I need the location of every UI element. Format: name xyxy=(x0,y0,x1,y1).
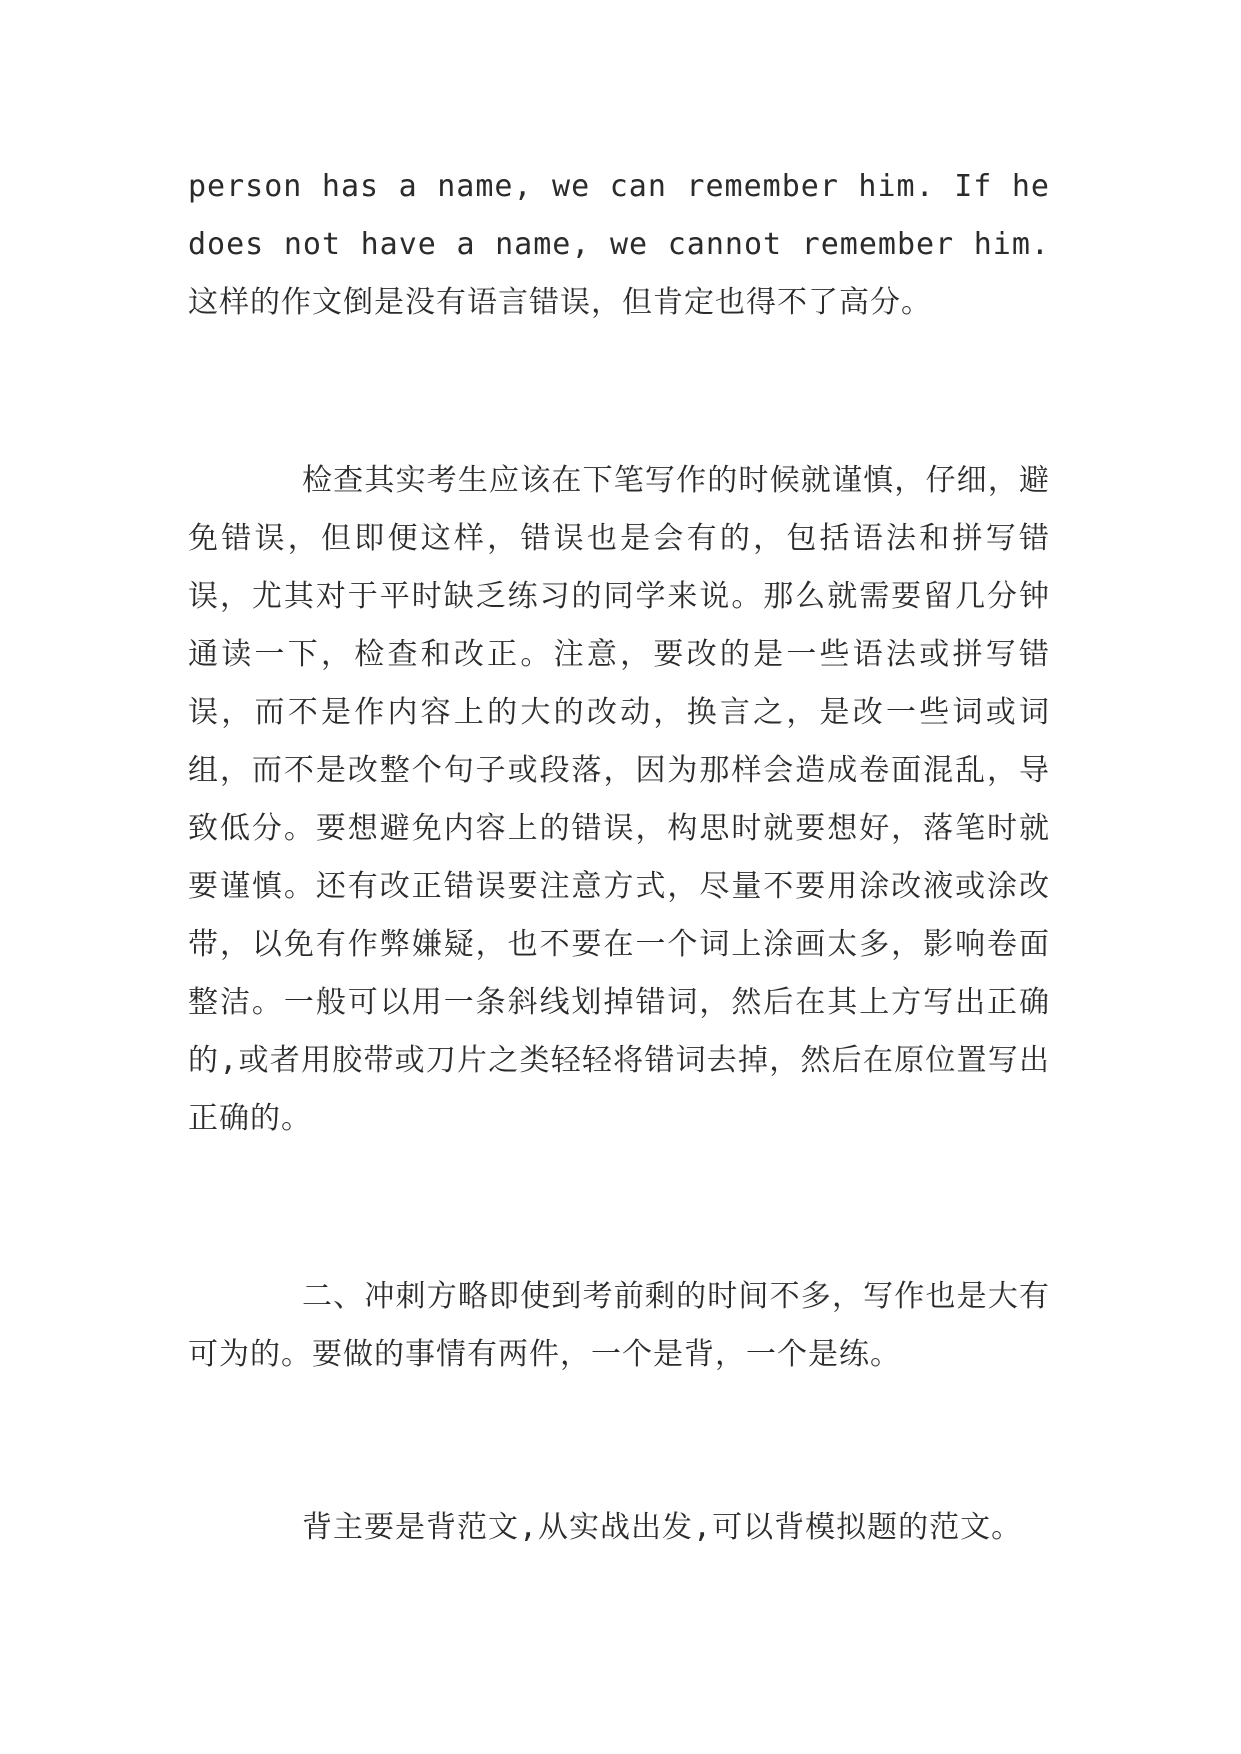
paragraph-recite: 背主要是背范文,从实战出发,可以背模拟题的范文。 xyxy=(302,1510,1023,1545)
paragraph-continuation: person has a name, we can remember him. If he does not have a name, we cannot remember him. 这样的作文倒是没有语言错误，但肯定也得不了高分。 xyxy=(188,169,1050,320)
paragraph-sprint-strategy: 二、冲刺方略即使到考前剩的时间不多，写作也是大有可为的。要做的事情有两件，一个是背，一个是练。 xyxy=(188,1279,1050,1372)
paragraph-checking: 检查其实考生应该在下笔写作的时候就谨慎，仔细，避免错误，但即便这样，错误也是会有的，包括语法和拼写错误，尤其对于平时缺乏练习的同学来说。那么就需要留几分钟通读一下，检查和改正。注意，要改的是一些语法或拼写错误，而不是作内容上的大的改动，换言之，是改一些词或词组，而不是改整个句子或段落，因为那样会造成卷面混乱，导致低分。要想避免内容上的错误，构思时就要想好，落笔时就要谨慎。还有改正错误要注意方式，尽量不要用涂改液或涂改带，以免有作弊嫌疑，也不要在一个词上涂画太多，影响卷面整洁。一般可以用一条斜线划掉错词，然后在其上方写出正确的,或者用胶带或刀片之类轻轻将错词去掉，然后在原位置写出正确的。 xyxy=(188,463,1050,1136)
